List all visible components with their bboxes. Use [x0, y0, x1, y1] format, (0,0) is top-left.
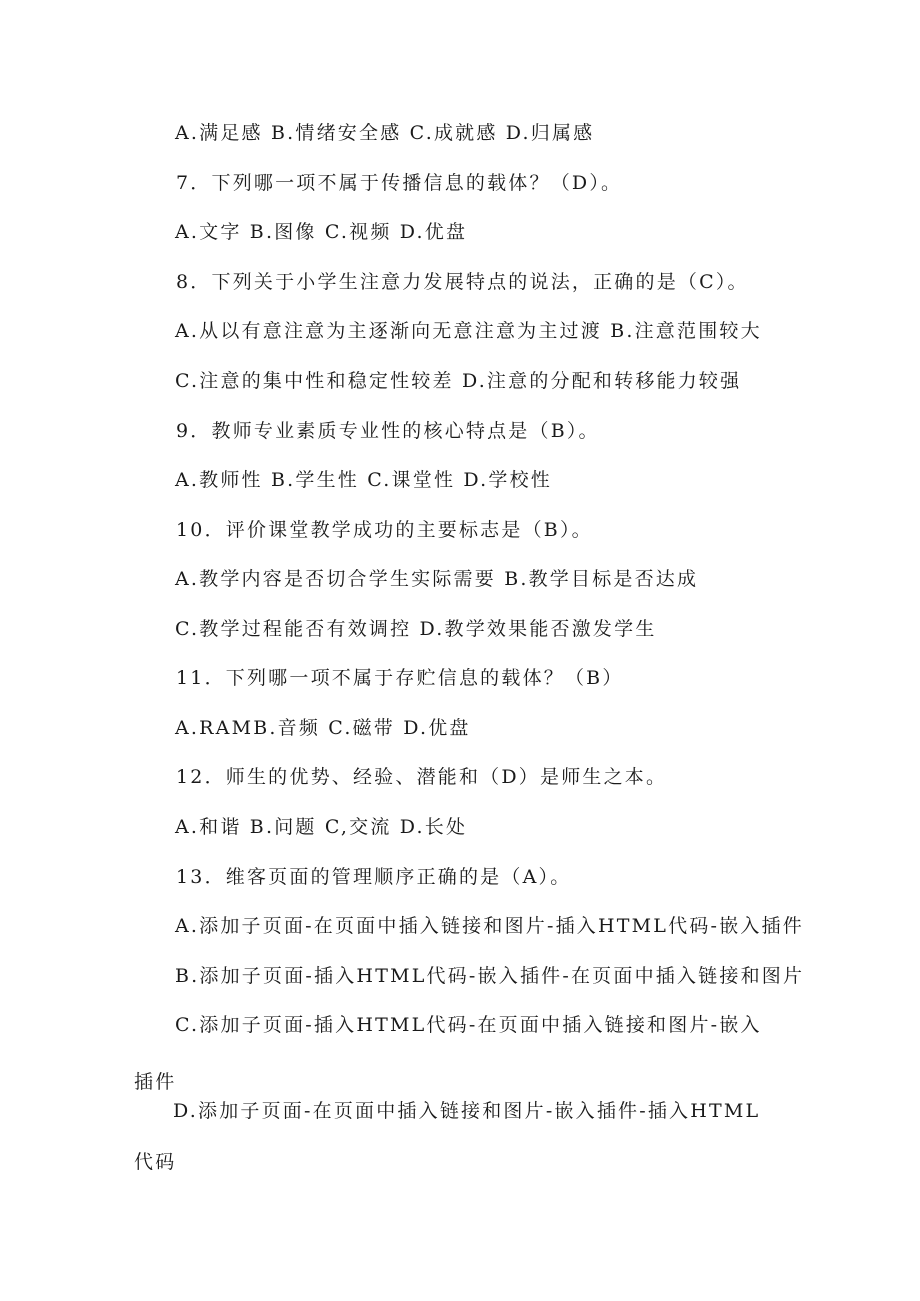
q13-option-a: A.添加子页面-在页面中插入链接和图片-插入HTML代码-嵌入插件: [175, 915, 804, 937]
q13-option-b: B.添加子页面-插入HTML代码-嵌入插件-在页面中插入链接和图片: [175, 965, 805, 987]
q13-option-d: D.添加子页面-在页面中插入链接和图片-嵌入插件-插入HTML: [173, 1100, 761, 1122]
q12-question: 12．师生的优势、经验、潜能和（D）是师生之本。: [176, 766, 668, 788]
q9-question: 9．教师专业素质专业性的核心特点是（B）。: [176, 420, 600, 442]
q11-options: A.RAMB.音频 C.磁带 D.优盘: [175, 717, 471, 739]
q10-question: 10．评价课堂教学成功的主要标志是（B）。: [176, 519, 593, 541]
q13-question: 13．维客页面的管理顺序正确的是（A）。: [176, 866, 572, 888]
q13-option-c-continued: 插件: [134, 1071, 177, 1093]
q6-options: A.满足感 B.情绪安全感 C.成就感 D.归属感: [175, 122, 595, 144]
q8-options-ab: A.从以有意注意为主逐渐向无意注意为主过渡 B.注意范围较大: [175, 320, 762, 342]
q13-option-d-continued: 代码: [134, 1151, 177, 1173]
q11-question: 11．下列哪一项不属于存贮信息的载体？（B）: [176, 667, 624, 689]
q8-options-cd: C.注意的集中性和稳定性较差 D.注意的分配和转移能力较强: [175, 370, 742, 392]
q8-question: 8．下列关于小学生注意力发展特点的说法，正确的是（C）。: [176, 271, 749, 293]
q7-question: 7．下列哪一项不属于传播信息的载体？（D）。: [176, 172, 623, 194]
q13-option-c: C.添加子页面-插入HTML代码-在页面中插入链接和图片-嵌入: [175, 1014, 762, 1036]
q12-options: A.和谐 B.问题 C,交流 D.长处: [175, 816, 468, 838]
q10-options-ab: A.教学内容是否切合学生实际需要 B.教学目标是否达成: [175, 568, 699, 590]
q9-options: A.教师性 B.学生性 C.课堂性 D.学校性: [175, 469, 552, 491]
q7-options: A.文字 B.图像 C.视频 D.优盘: [175, 221, 468, 243]
q10-options-cd: C.教学过程能否有效调控 D.教学效果能否激发学生: [175, 618, 657, 640]
